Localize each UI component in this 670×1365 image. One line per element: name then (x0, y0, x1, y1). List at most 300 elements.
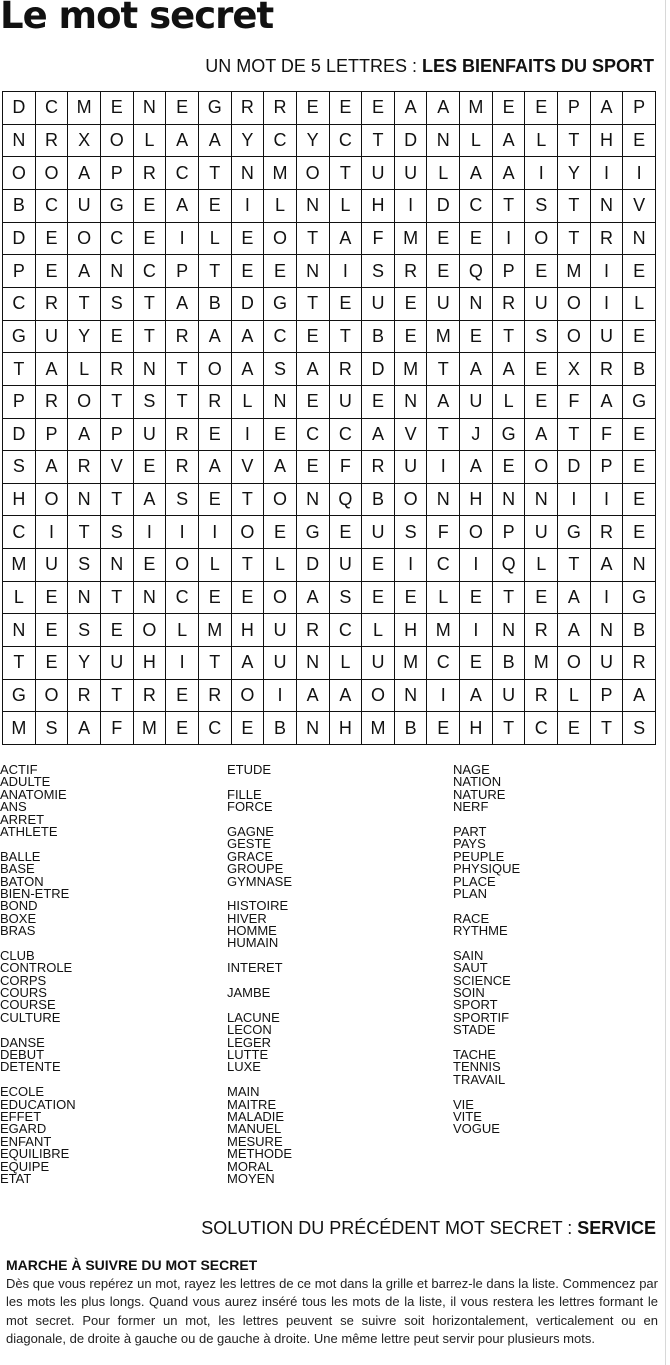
grid-cell: E (101, 614, 134, 647)
grid-cell: E (525, 582, 558, 615)
grid-cell: H (591, 125, 624, 158)
grid-cell: O (36, 680, 69, 713)
grid-cell: O (134, 614, 167, 647)
grid-cell: S (623, 712, 656, 745)
grid-cell: O (3, 157, 36, 190)
grid-cell: L (264, 190, 297, 223)
word-list-item: SPORT (453, 997, 498, 1013)
grid-cell: A (460, 157, 493, 190)
grid-cell: M (395, 353, 428, 386)
grid-cell: I (330, 255, 363, 288)
grid-cell: E (623, 419, 656, 452)
grid-cell: N (297, 647, 330, 680)
grid-cell: A (460, 353, 493, 386)
rules-text: Dès que vous repérez un mot, rayez les lettres de ce mot dans la grille et barrez-le dans la liste. Commencez par les mots les plus longs. Quand vous aurez inséré tous les mots de la liste, il vous restera les lettres formant le mot secret. Pour former un mot, les lettres peuvent se suivre soit horizontalement, verticalement ou en diagonale, de droite à gauche ou de gauche à droite. Une même lettre peut servir pour plusieurs mots. (6, 1276, 658, 1347)
grid-cell: I (460, 549, 493, 582)
word-list-item: PHYSIQUE (453, 861, 521, 877)
grid-cell: P (493, 255, 526, 288)
grid-cell: L (199, 549, 232, 582)
word-list-item: VIE (453, 1096, 474, 1112)
grid-cell: E (297, 92, 330, 125)
word-list-item: ANS (0, 799, 27, 815)
word-list-item: COURSE (0, 997, 56, 1013)
word-list-item: MESURE (227, 1133, 283, 1149)
grid-cell: B (493, 647, 526, 680)
grid-cell: A (591, 549, 624, 582)
grid-cell: I (166, 516, 199, 549)
grid-cell: I (134, 516, 167, 549)
grid-cell: A (493, 157, 526, 190)
word-list-item: RYTHME (453, 923, 508, 939)
grid-cell: R (395, 255, 428, 288)
word-list-item: HIVER (227, 910, 267, 926)
grid-cell: N (134, 92, 167, 125)
word-list-column-2 (227, 764, 292, 1185)
grid-cell: M (395, 647, 428, 680)
grid-cell: T (558, 419, 591, 452)
grid-cell: I (591, 157, 624, 190)
grid-cell: I (166, 223, 199, 256)
grid-cell: D (427, 190, 460, 223)
grid-cell: T (68, 516, 101, 549)
grid-cell: O (460, 516, 493, 549)
grid-cell: I (166, 647, 199, 680)
word-list-item: ADULTE (0, 774, 51, 790)
grid-cell: I (460, 614, 493, 647)
grid-cell: H (330, 712, 363, 745)
grid-cell: A (199, 125, 232, 158)
grid-cell: E (264, 255, 297, 288)
grid-cell: E (134, 451, 167, 484)
grid-cell: S (264, 353, 297, 386)
grid-cell: G (297, 516, 330, 549)
grid-cell: E (330, 516, 363, 549)
grid-cell: A (166, 190, 199, 223)
word-list-item: MORAL (227, 1158, 274, 1174)
grid-cell: T (427, 419, 460, 452)
grid-cell: I (427, 680, 460, 713)
grid-cell: R (36, 386, 69, 419)
grid-cell: T (427, 353, 460, 386)
grid-cell: M (3, 712, 36, 745)
grid-cell: V (101, 451, 134, 484)
grid-cell: A (525, 419, 558, 452)
grid-cell: R (166, 321, 199, 354)
grid-cell: S (395, 516, 428, 549)
word-list-item: FORCE (227, 799, 273, 815)
word-list-item: LECON (227, 1022, 272, 1038)
grid-cell: E (264, 419, 297, 452)
grid-cell: M (68, 92, 101, 125)
grid-cell: E (36, 255, 69, 288)
grid-cell: L (558, 680, 591, 713)
grid-cell: R (525, 614, 558, 647)
grid-cell: N (460, 288, 493, 321)
word-list-item: CLUB (0, 947, 35, 963)
grid-cell: I (558, 484, 591, 517)
word-list-item: INTERET (227, 960, 283, 976)
grid-cell: D (232, 288, 265, 321)
grid-cell: H (232, 614, 265, 647)
grid-cell: U (362, 288, 395, 321)
grid-cell: E (330, 92, 363, 125)
grid-cell: E (558, 712, 591, 745)
grid-cell: A (427, 386, 460, 419)
word-list-column-1 (0, 764, 76, 1185)
grid-cell: C (166, 157, 199, 190)
grid-cell: E (166, 92, 199, 125)
grid-cell: T (493, 321, 526, 354)
word-list-item: SAIN (453, 947, 484, 963)
grid-cell: Q (493, 549, 526, 582)
grid-cell: L (232, 386, 265, 419)
word-list-item: NATURE (453, 786, 506, 802)
word-list-item: BASE (0, 861, 35, 877)
grid-cell: T (493, 712, 526, 745)
grid-cell: U (101, 647, 134, 680)
grid-cell: M (395, 223, 428, 256)
grid-cell: N (525, 484, 558, 517)
grid-cell: N (101, 549, 134, 582)
grid-cell: L (264, 549, 297, 582)
word-list-item: DEBUT (0, 1046, 45, 1062)
word-list-item: NAGE (453, 762, 490, 777)
grid-cell: R (264, 92, 297, 125)
grid-cell: R (591, 223, 624, 256)
grid-cell: E (36, 582, 69, 615)
grid-cell: A (68, 255, 101, 288)
grid-cell: A (297, 353, 330, 386)
rules-title: MARCHE À SUIVRE DU MOT SECRET (6, 1257, 258, 1273)
word-list-item: VITE (453, 1108, 482, 1124)
grid-cell: T (330, 321, 363, 354)
grid-cell: O (264, 484, 297, 517)
grid-cell: R (166, 451, 199, 484)
grid-cell: A (591, 92, 624, 125)
grid-cell: U (427, 288, 460, 321)
grid-cell: R (591, 516, 624, 549)
grid-cell: A (591, 386, 624, 419)
grid-cell: F (362, 223, 395, 256)
grid-cell: G (623, 582, 656, 615)
grid-cell: T (591, 712, 624, 745)
word-list-item: EFFET (0, 1108, 42, 1124)
word-list-item: GRACE (227, 848, 274, 864)
word-list-item: GROUPE (227, 861, 284, 877)
grid-cell: E (525, 92, 558, 125)
grid-cell: T (3, 647, 36, 680)
word-list-item: CONTROLE (0, 960, 73, 976)
solution-prefix: SOLUTION DU PRÉCÉDENT MOT SECRET : (201, 1218, 578, 1238)
word-list-item: NATION (453, 774, 502, 790)
grid-cell: B (264, 712, 297, 745)
grid-cell: E (395, 582, 428, 615)
grid-cell: S (362, 255, 395, 288)
grid-cell: U (264, 614, 297, 647)
grid-cell: P (3, 386, 36, 419)
grid-cell: N (623, 549, 656, 582)
grid-cell: C (199, 712, 232, 745)
word-list-item: PLACE (453, 873, 496, 889)
grid-cell: G (493, 419, 526, 452)
grid-cell: Q (330, 484, 363, 517)
grid-cell: T (3, 353, 36, 386)
grid-cell: O (525, 451, 558, 484)
grid-cell: E (166, 680, 199, 713)
grid-cell: T (199, 157, 232, 190)
grid-cell: P (3, 255, 36, 288)
page-title: Le mot secret (0, 0, 274, 37)
grid-cell: P (558, 92, 591, 125)
grid-cell: O (558, 288, 591, 321)
grid-cell: A (166, 288, 199, 321)
grid-cell: O (264, 582, 297, 615)
letter-grid (2, 91, 656, 745)
grid-cell: S (101, 516, 134, 549)
grid-cell: U (395, 157, 428, 190)
grid-cell: O (232, 516, 265, 549)
grid-cell: R (297, 614, 330, 647)
grid-cell: U (525, 288, 558, 321)
grid-cell: M (427, 321, 460, 354)
grid-cell: U (330, 549, 363, 582)
grid-cell: D (3, 92, 36, 125)
grid-cell: U (493, 680, 526, 713)
grid-cell: U (362, 516, 395, 549)
grid-cell: O (101, 125, 134, 158)
grid-cell: Q (460, 255, 493, 288)
grid-cell: T (362, 125, 395, 158)
grid-cell: N (395, 680, 428, 713)
grid-cell: O (297, 157, 330, 190)
grid-cell: S (36, 712, 69, 745)
grid-cell: L (362, 614, 395, 647)
grid-cell: R (199, 680, 232, 713)
grid-cell: I (623, 157, 656, 190)
grid-cell: P (591, 680, 624, 713)
word-list-item: GAGNE (227, 823, 274, 839)
word-list-item: TACHE (453, 1046, 497, 1062)
grid-cell: N (3, 125, 36, 158)
grid-cell: L (427, 582, 460, 615)
grid-cell: A (460, 451, 493, 484)
word-list-item: LEGER (227, 1034, 272, 1050)
word-list-item: PEUPLE (453, 848, 505, 864)
word-list-item: EQUILIBRE (0, 1146, 70, 1162)
grid-cell: L (460, 125, 493, 158)
grid-cell: P (493, 516, 526, 549)
word-list-item: SAUT (453, 960, 488, 976)
grid-cell: U (68, 190, 101, 223)
grid-cell: R (36, 125, 69, 158)
grid-cell: A (232, 353, 265, 386)
word-list-item: SCIENCE (453, 972, 511, 988)
grid-cell: N (68, 582, 101, 615)
grid-cell: N (297, 190, 330, 223)
grid-cell: E (101, 321, 134, 354)
grid-cell: I (493, 223, 526, 256)
grid-cell: E (134, 549, 167, 582)
grid-cell: Y (232, 125, 265, 158)
grid-cell: F (330, 451, 363, 484)
grid-cell: S (68, 549, 101, 582)
grid-cell: N (427, 125, 460, 158)
grid-cell: Y (558, 157, 591, 190)
grid-cell: O (264, 223, 297, 256)
grid-cell: E (232, 582, 265, 615)
grid-cell: D (297, 549, 330, 582)
grid-cell: E (134, 223, 167, 256)
grid-cell: E (199, 190, 232, 223)
word-list-item: BOXE (0, 910, 37, 926)
word-list-item: PLAN (453, 885, 487, 901)
grid-cell: N (591, 614, 624, 647)
grid-cell: F (427, 516, 460, 549)
grid-cell: T (493, 582, 526, 615)
word-list-item: VOGUE (453, 1121, 500, 1137)
word-list-item: DANSE (0, 1034, 45, 1050)
grid-cell: E (264, 516, 297, 549)
grid-cell: N (591, 190, 624, 223)
grid-cell: O (395, 484, 428, 517)
grid-cell: A (232, 321, 265, 354)
grid-cell: C (525, 712, 558, 745)
grid-cell: L (199, 223, 232, 256)
grid-cell: A (362, 419, 395, 452)
grid-cell: E (36, 647, 69, 680)
grid-cell: G (3, 321, 36, 354)
grid-cell: I (591, 255, 624, 288)
grid-cell: E (297, 386, 330, 419)
word-list-item: LACUNE (227, 1009, 280, 1025)
grid-cell: S (525, 321, 558, 354)
grid-cell: E (199, 419, 232, 452)
grid-cell: A (330, 680, 363, 713)
solution-word: SERVICE (577, 1218, 656, 1238)
word-list-item: MALADIE (227, 1108, 285, 1124)
grid-cell: U (36, 321, 69, 354)
word-list-item: EDUCATION (0, 1096, 76, 1112)
grid-cell: N (427, 484, 460, 517)
grid-cell: S (3, 451, 36, 484)
grid-cell: R (362, 451, 395, 484)
grid-cell: T (493, 190, 526, 223)
grid-cell: R (68, 451, 101, 484)
grid-cell: E (134, 190, 167, 223)
grid-cell: C (427, 647, 460, 680)
grid-cell: L (166, 614, 199, 647)
grid-cell: M (264, 157, 297, 190)
word-list-item: MAITRE (227, 1096, 277, 1112)
word-list-item: BOND (0, 898, 38, 914)
grid-cell: N (623, 223, 656, 256)
grid-cell: O (199, 353, 232, 386)
grid-cell: M (525, 647, 558, 680)
word-list-item: PART (453, 823, 487, 839)
grid-cell: L (427, 157, 460, 190)
grid-cell: M (199, 614, 232, 647)
grid-cell: A (460, 680, 493, 713)
grid-cell: U (264, 647, 297, 680)
grid-cell: R (166, 419, 199, 452)
grid-cell: M (134, 712, 167, 745)
grid-cell: O (362, 680, 395, 713)
grid-cell: T (134, 288, 167, 321)
grid-cell: E (199, 484, 232, 517)
grid-cell: U (591, 647, 624, 680)
grid-cell: E (395, 321, 428, 354)
grid-cell: R (134, 157, 167, 190)
grid-cell: I (591, 484, 624, 517)
grid-cell: T (558, 223, 591, 256)
grid-cell: E (297, 451, 330, 484)
grid-cell: T (297, 288, 330, 321)
grid-cell: Y (68, 321, 101, 354)
grid-cell: S (166, 484, 199, 517)
grid-cell: V (395, 419, 428, 452)
grid-cell: T (558, 125, 591, 158)
grid-cell: A (264, 451, 297, 484)
grid-cell: D (3, 419, 36, 452)
grid-cell: C (330, 419, 363, 452)
grid-cell: C (460, 190, 493, 223)
grid-cell: L (525, 549, 558, 582)
grid-cell: D (558, 451, 591, 484)
word-list-item: GYMNASE (227, 873, 293, 889)
puzzle-subtitle (205, 55, 654, 77)
grid-cell: C (264, 125, 297, 158)
grid-cell: T (68, 288, 101, 321)
word-list-item: FILLE (227, 786, 262, 802)
grid-cell: O (232, 680, 265, 713)
grid-cell: S (134, 386, 167, 419)
grid-cell: C (36, 92, 69, 125)
grid-cell: F (591, 419, 624, 452)
grid-cell: H (3, 484, 36, 517)
grid-cell: T (101, 386, 134, 419)
grid-cell: T (558, 549, 591, 582)
grid-cell: R (525, 680, 558, 713)
word-list-item: ATHLETE (0, 823, 58, 839)
grid-cell: C (3, 516, 36, 549)
grid-cell: V (623, 190, 656, 223)
grid-cell: C (101, 223, 134, 256)
word-list-item: PAYS (453, 836, 486, 852)
word-list-item: GESTE (227, 836, 272, 852)
word-list-item: BIEN-ETRE (0, 885, 70, 901)
grid-cell: T (199, 255, 232, 288)
grid-cell: N (297, 712, 330, 745)
grid-cell: E (199, 582, 232, 615)
word-list-item: STADE (453, 1022, 496, 1038)
grid-cell: E (362, 582, 395, 615)
grid-cell: O (166, 549, 199, 582)
grid-cell: A (297, 680, 330, 713)
grid-cell: U (525, 516, 558, 549)
word-list-item: HOMME (227, 923, 277, 939)
grid-cell: E (362, 92, 395, 125)
grid-cell: I (525, 157, 558, 190)
grid-cell: R (134, 680, 167, 713)
word-list-item: METHODE (227, 1146, 292, 1162)
grid-cell: B (395, 712, 428, 745)
grid-cell: H (134, 647, 167, 680)
grid-cell: S (525, 190, 558, 223)
grid-cell: P (101, 419, 134, 452)
grid-cell: S (330, 582, 363, 615)
grid-cell: E (460, 647, 493, 680)
grid-cell: E (166, 712, 199, 745)
